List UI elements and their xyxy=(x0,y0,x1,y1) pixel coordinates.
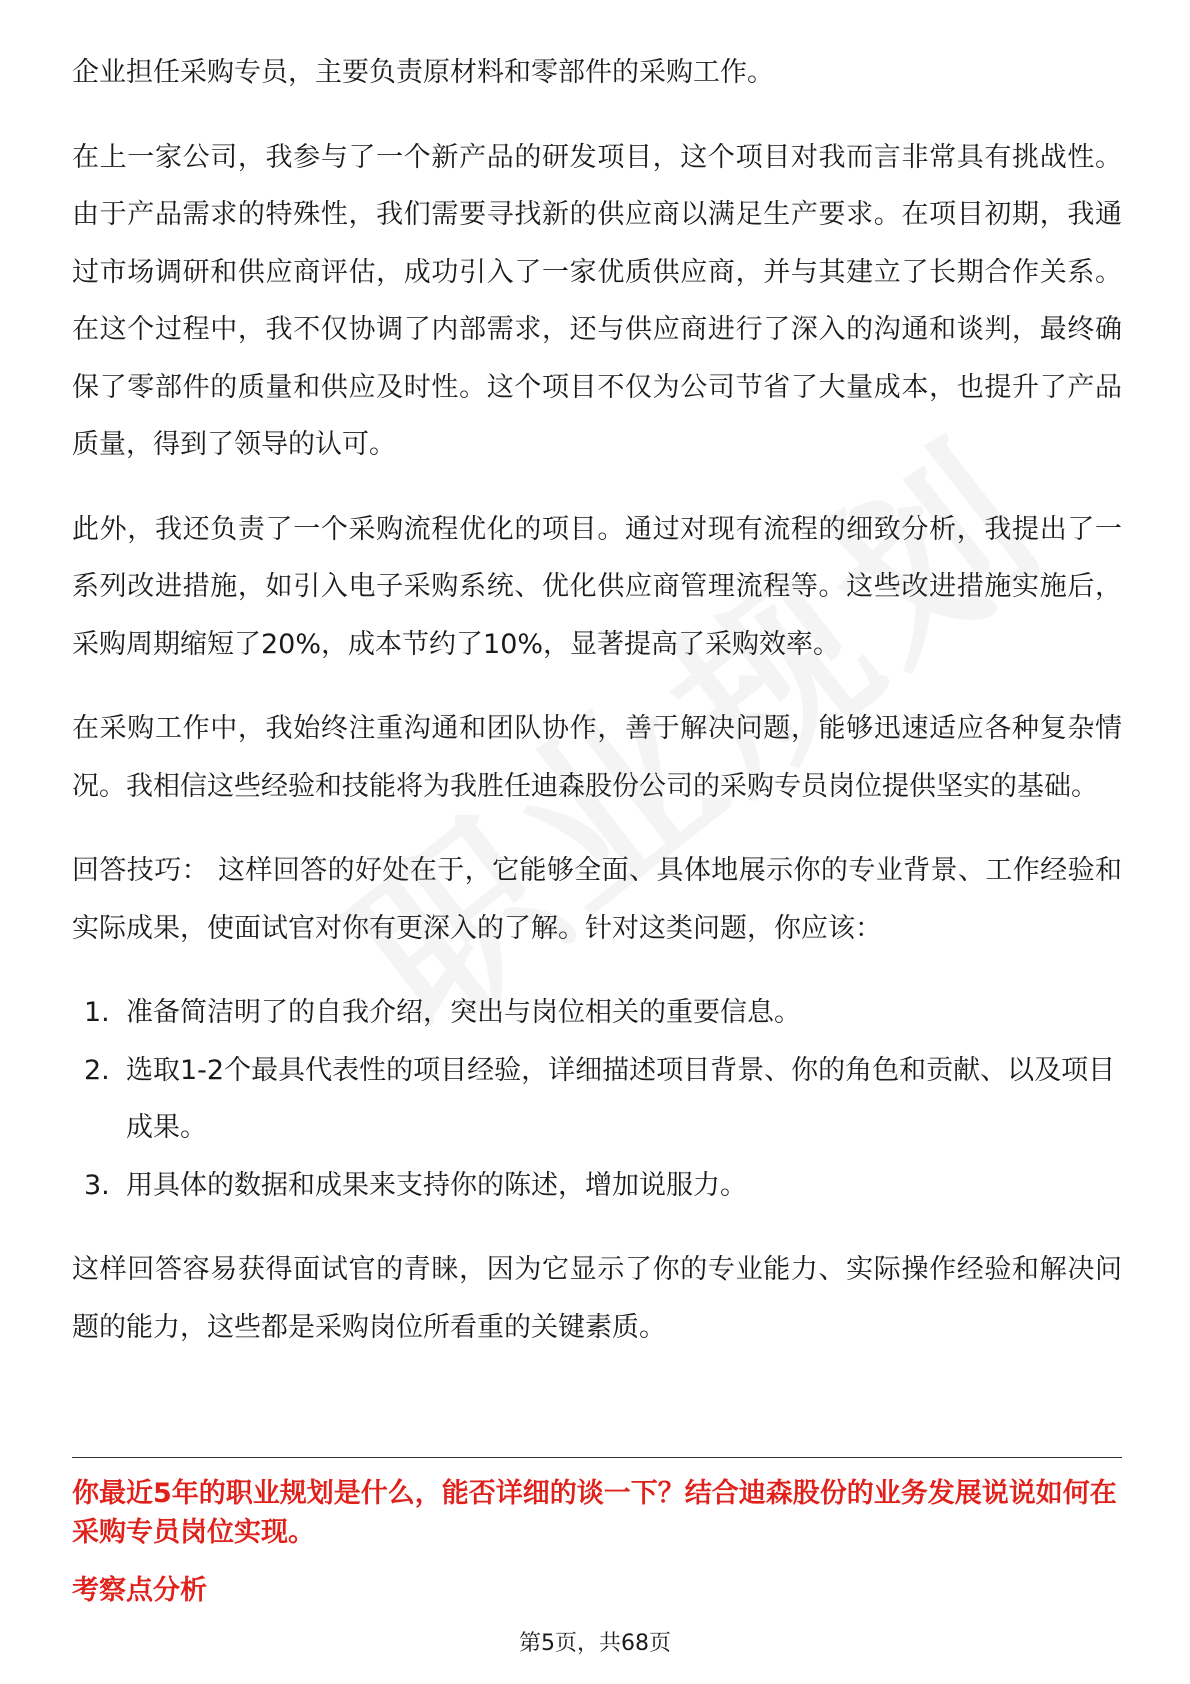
list-item xyxy=(72,1042,1122,1157)
interview-question: 你最近5年的职业规划是什么，能否详细的谈一下？结合迪森股份的业务发展说说如何在采购专员岗位实现。 xyxy=(72,1478,1117,1548)
list-item-text: 准备简洁明了的自我介绍，突出与岗位相关的重要信息。 xyxy=(126,997,801,1028)
list-number: 2. xyxy=(84,1054,110,1086)
page-number: 第5页，共68页 xyxy=(519,1631,671,1656)
list-number: 1. xyxy=(84,997,110,1028)
document-body xyxy=(72,44,1122,1383)
paragraph-answer-tips: 回答技巧： 这样回答的好处在于，它能够全面、具体地展示你的专业背景、工作经验和实际成果，使面试官对你有更深入的了解。针对这类问题，你应该： xyxy=(72,855,1122,944)
paragraph-teamwork: 在采购工作中，我始终注重沟通和团队协作，善于解决问题，能够迅速适应各种复杂情况。我相信这些经验和技能将为我胜任迪森股份公司的采购专员岗位提供坚实的基础。 xyxy=(72,713,1122,802)
list-item-text: 选取1-2个最具代表性的项目经验，详细描述项目背景、你的角色和贡献、以及项目成果。 xyxy=(126,1054,1116,1143)
list-item-text: 用具体的数据和成果来支持你的陈述，增加说服力。 xyxy=(126,1169,747,1201)
paragraph-project-experience: 在上一家公司，我参与了一个新产品的研发项目，这个项目对我而言非常具有挑战性。由于产品需求的特殊性，我们需要寻找新的供应商以满足生产要求。在项目初期，我通过市场调研和供应商评估，成功引入了一家优质供应商，并与其建立了长期合作关系。在这个过程中，我不仅协调了内部需求，还与供应商进行了深入的沟通和谈判，最终确保了零部件的质量和供应及时性。这个项目不仅为公司节省了大量成本，也提升了产品质量，得到了领导的认可。 xyxy=(72,141,1122,460)
section-divider xyxy=(72,1457,1122,1458)
list-item xyxy=(72,1157,1122,1215)
paragraph-summary: 这样回答容易获得面试官的青睐，因为它显示了你的专业能力、实际操作经验和解决问题的能力，这些都是采购岗位所看重的关键素质。 xyxy=(72,1254,1122,1343)
list-item xyxy=(72,984,1122,1042)
tips-list xyxy=(72,984,1122,1214)
paragraph-intro: 企业担任采购专员，主要负责原材料和零部件的采购工作。 xyxy=(72,57,774,88)
section-heading: 考察点分析 xyxy=(72,1575,207,1606)
paragraph-process-optimization: 此外，我还负责了一个采购流程优化的项目。通过对现有流程的细致分析，我提出了一系列改进措施，如引入电子采购系统、优化供应商管理流程等。这些改进措施实施后，采购周期缩短了20%，成本节约了10%，显著提高了采购效率。 xyxy=(72,513,1122,660)
list-number: 3. xyxy=(84,1169,110,1201)
